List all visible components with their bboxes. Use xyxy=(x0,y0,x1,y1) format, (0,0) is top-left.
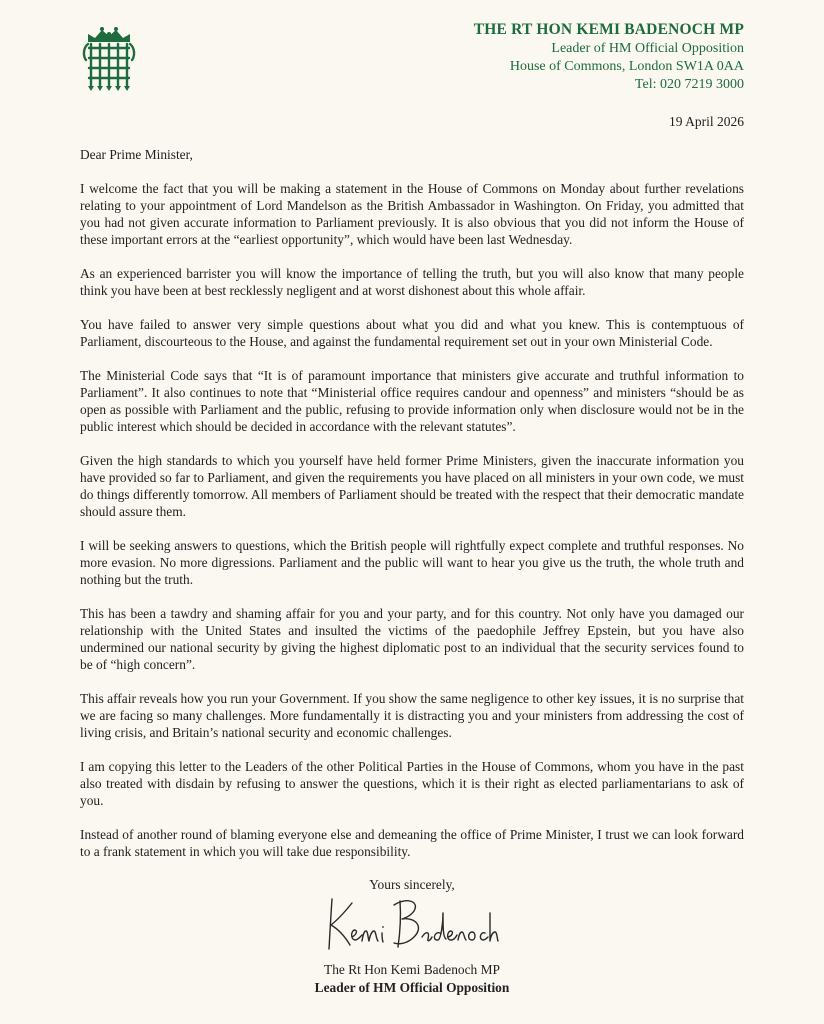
handwritten-signature xyxy=(322,893,502,955)
paragraph: This has been a tawdry and shaming affair for you and your party, and for this country. Not only have you damaged our relationship with the United States and insulted the victims of the paedophile Jeffrey Epstein, but you have also undermined our national security by giving the highest diplomatic post to an individual that the security services found to be of “high concern”. xyxy=(80,606,744,672)
paragraph: As an experienced barrister you will know the importance of telling the truth, but you will also know that many people think you have been at best recklessly negligent and at worst dishonest about this whole affair. xyxy=(80,266,744,298)
paragraph: Given the high standards to which you yourself have held former Prime Ministers, given the inaccurate information you have provided so far to Parliament, and given the requirements you have placed on all ministers in your own code, we must do things differently tomorrow. All members of Parliament should be treated with the respect that their democratic mandate should assure them. xyxy=(80,453,744,519)
letter-date: 19 April 2026 xyxy=(668,114,744,129)
paragraph: This affair reveals how you run your Government. If you show the same negligence to other key issues, it is no surprise that we are facing so many challenges. More fundamentally it is distracting you and your ministers from addressing the cost of living crisis, and Britain’s national security and economic challenges. xyxy=(80,691,744,740)
portcullis-icon xyxy=(80,26,138,92)
letterhead xyxy=(474,20,744,94)
signatory-title: Leader of HM Official Opposition xyxy=(314,980,510,995)
paragraph: I welcome the fact that you will be making a statement in the House of Commons on Monday about further revelations relating to your appointment of Lord Mandelson as the British Ambassador in Washington. On Friday, you admitted that you had not given accurate information to Parliament previously. It is also obvious that you did not inform the House of these important errors at the “earliest opportunity”, which would have been last Wednesday. xyxy=(80,181,744,247)
letterhead-role: Leader of HM Official Opposition xyxy=(551,41,744,56)
paragraph: I am copying this letter to the Leaders of the other Political Parties in the House of Commons, whom you have in the past also treated with disdain by refusing to answer the questions, which it is their right as elected parliamentarians to ask of you. xyxy=(80,759,744,808)
letterhead-name: THE RT HON KEMI BADENOCH MP xyxy=(473,21,744,38)
paragraph: You have failed to answer very simple questions about what you did and what you knew. This is contemptuous of Parliament, discourteous to the House, and against the fundamental requirement set out in your own Ministerial Code. xyxy=(80,317,744,349)
letter-body xyxy=(80,146,744,877)
salutation: Dear Prime Minister, xyxy=(80,147,193,162)
paragraph: Instead of another round of blaming everyone else and demeaning the office of Prime Minister, I trust we can look forward to a frank statement in which you will take due responsibility. xyxy=(80,827,744,859)
letterhead-phone: Tel: 020 7219 3000 xyxy=(634,77,744,92)
closing: Yours sincerely, xyxy=(369,877,455,892)
paragraph: The Ministerial Code says that “It is of paramount importance that ministers give accurate and truthful information to Parliament”. It also continues to note that “Ministerial office requires candour and openness” and ministers “should be as open as possible with Parliament and the public, refusing to provide information only when disclosure would not be in the public interest which should be decided in accordance with the relevant statutes”. xyxy=(80,368,744,434)
signatory-name: The Rt Hon Kemi Badenoch MP xyxy=(324,962,500,977)
paragraph: I will be seeking answers to questions, which the British people will rightfully expect complete and truthful responses. No more evasion. No more digressions. Parliament and the public will want to hear you give us the truth, the whole truth and nothing but the truth. xyxy=(80,538,744,587)
letterhead-address: House of Commons, London SW1A 0AA xyxy=(509,59,744,74)
